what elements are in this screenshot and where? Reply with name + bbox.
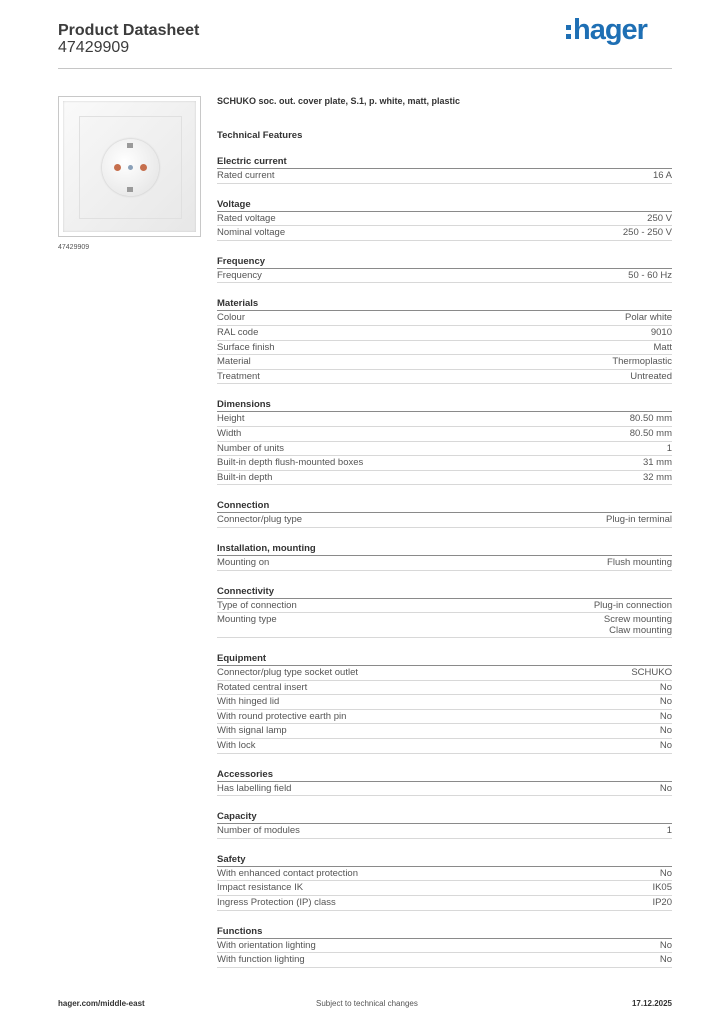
feature-label: With lock <box>217 740 256 752</box>
feature-label: Width <box>217 427 242 439</box>
feature-value-line: IK05 <box>652 882 672 894</box>
section-title: Safety <box>217 854 672 867</box>
feature-value-line: Claw mounting <box>609 624 672 636</box>
feature-label: RAL code <box>217 326 259 338</box>
feature-value <box>604 615 672 636</box>
feature-value-line: Polar white <box>625 312 672 324</box>
feature-value-line: Plug-in terminal <box>606 514 672 526</box>
feature-row <box>217 355 672 370</box>
feature-value-line: 1 <box>666 825 672 837</box>
socket-outlet-icon <box>102 139 159 196</box>
socket-hole-right <box>140 164 147 171</box>
section <box>217 653 672 754</box>
cover-plate-shape <box>63 101 196 232</box>
feature-label: Built-in depth <box>217 471 273 483</box>
feature-value <box>628 269 672 283</box>
feature-value-line: 16 A <box>652 170 672 181</box>
feature-value-line: Screw mounting <box>603 614 672 626</box>
feature-value <box>630 370 672 384</box>
feature-row <box>217 724 672 739</box>
section <box>217 543 672 571</box>
socket-hole-left <box>114 164 121 171</box>
feature-label: Colour <box>217 312 245 324</box>
feature-row <box>217 326 672 341</box>
feature-value-line: Matt <box>653 341 672 353</box>
section <box>217 586 672 639</box>
product-code: 47429909 <box>58 39 130 56</box>
feature-value <box>643 456 672 470</box>
feature-label: Has labelling field <box>217 782 292 794</box>
feature-value <box>653 169 672 183</box>
feature-row <box>217 212 672 227</box>
feature-value <box>660 695 672 709</box>
feature-value <box>643 471 672 485</box>
feature-value-line: No <box>659 740 672 752</box>
logo-text: hager <box>573 14 647 46</box>
feature-value <box>651 326 672 340</box>
feature-value-line: 250 - 250 V <box>622 227 672 239</box>
section-title: Connectivity <box>217 586 672 599</box>
feature-label: Frequency <box>217 269 262 281</box>
feature-value-line: SCHUKO <box>631 667 672 679</box>
section-title: Frequency <box>217 256 672 269</box>
feature-row <box>217 666 672 681</box>
feature-value-line: 80.50 mm <box>629 427 672 439</box>
feature-row <box>217 739 672 754</box>
feature-row <box>217 896 672 911</box>
feature-value <box>652 896 672 910</box>
feature-value <box>660 681 672 695</box>
feature-value <box>612 355 672 369</box>
feature-row <box>217 341 672 356</box>
feature-row <box>217 513 672 528</box>
feature-value-line: 1 <box>666 442 672 454</box>
feature-row <box>217 824 672 839</box>
feature-row <box>217 442 672 457</box>
feature-value <box>630 412 672 426</box>
feature-row <box>217 881 672 896</box>
feature-value-line: No <box>659 939 672 951</box>
feature-label: With enhanced contact protection <box>217 867 359 879</box>
feature-value <box>623 226 672 240</box>
feature-value-line: Flush mounting <box>607 556 672 568</box>
feature-label: Rated current <box>217 170 275 181</box>
feature-row <box>217 782 672 797</box>
feature-value-line: 80.50 mm <box>629 413 672 425</box>
feature-value-line: No <box>659 681 672 693</box>
feature-value-line: 32 mm <box>642 471 672 483</box>
feature-sections <box>217 156 672 968</box>
feature-label: Connector/plug type socket outlet <box>217 667 359 679</box>
feature-label: Surface finish <box>217 341 275 353</box>
feature-value <box>667 824 672 838</box>
section <box>217 156 672 184</box>
section <box>217 769 672 797</box>
feature-label: Material <box>217 356 251 368</box>
feature-value-line: No <box>659 725 672 737</box>
feature-value <box>652 881 672 895</box>
earth-clip-top <box>127 143 133 148</box>
datasheet-title: Product Datasheet <box>58 22 200 39</box>
feature-label: Rotated central insert <box>217 681 308 693</box>
feature-row <box>217 939 672 954</box>
section <box>217 926 672 968</box>
feature-label: Mounting type <box>217 614 277 626</box>
section-title: Connection <box>217 500 672 513</box>
section <box>217 854 672 911</box>
feature-value <box>660 867 672 881</box>
feature-row <box>217 471 672 486</box>
feature-label: With hinged lid <box>217 696 280 708</box>
section <box>217 399 672 485</box>
feature-value-line: Untreated <box>630 370 672 382</box>
feature-label: With function lighting <box>217 954 305 966</box>
feature-label: Nominal voltage <box>217 227 286 239</box>
feature-row <box>217 556 672 571</box>
feature-row <box>217 867 672 882</box>
hager-logo[interactable] <box>566 14 647 47</box>
section <box>217 298 672 384</box>
feature-value <box>660 739 672 753</box>
feature-value <box>660 939 672 953</box>
section <box>217 811 672 839</box>
section-title: Installation, mounting <box>217 543 672 556</box>
feature-row <box>217 599 672 614</box>
feature-value <box>607 556 672 570</box>
feature-value <box>625 311 672 325</box>
feature-label: Number of modules <box>217 825 300 837</box>
logo-dots-icon <box>566 21 571 41</box>
feature-value <box>660 953 672 967</box>
feature-label: With orientation lighting <box>217 939 316 951</box>
feature-value-line: No <box>659 954 672 966</box>
technical-content <box>217 96 672 968</box>
feature-value-line: Thermoplastic <box>612 356 672 368</box>
section-title: Equipment <box>217 653 672 666</box>
feature-value-line: No <box>659 696 672 708</box>
feature-label: With signal lamp <box>217 725 287 737</box>
feature-label: Number of units <box>217 442 285 454</box>
feature-row <box>217 953 672 968</box>
feature-label: Rated voltage <box>217 212 276 224</box>
section-title: Capacity <box>217 811 672 824</box>
feature-label: Connector/plug type <box>217 514 303 526</box>
feature-value <box>606 513 672 527</box>
feature-value <box>660 724 672 738</box>
feature-value-line: No <box>659 782 672 794</box>
feature-row <box>217 412 672 427</box>
section <box>217 500 672 528</box>
feature-row <box>217 710 672 725</box>
footer-website-link[interactable]: hager.com/middle-east <box>58 999 145 1008</box>
feature-row <box>217 613 672 638</box>
section-title: Dimensions <box>217 399 672 412</box>
feature-row <box>217 456 672 471</box>
feature-label: With round protective earth pin <box>217 710 347 722</box>
feature-value-line: 31 mm <box>642 457 672 469</box>
image-caption: 47429909 <box>58 244 90 251</box>
feature-value-line: IP20 <box>652 897 672 909</box>
feature-value-line: 250 V <box>647 212 672 224</box>
feature-row <box>217 226 672 241</box>
technical-features-heading: Technical Features <box>217 130 303 141</box>
earth-clip-bottom <box>127 187 133 192</box>
footer-notice: Subject to technical changes <box>316 999 418 1008</box>
footer-date: 17.12.2025 <box>631 999 672 1008</box>
section-title: Voltage <box>217 199 672 212</box>
feature-label: Built-in depth flush-mounted boxes <box>217 457 364 469</box>
center-screw <box>128 165 133 170</box>
section-title: Electric current <box>217 156 672 169</box>
feature-value <box>654 341 672 355</box>
feature-value <box>660 782 672 796</box>
feature-label: Ingress Protection (IP) class <box>217 897 336 909</box>
plate-inner-frame <box>79 116 182 219</box>
feature-row <box>217 370 672 385</box>
feature-value <box>667 442 672 456</box>
feature-value-line: 50 - 60 Hz <box>628 269 672 281</box>
section <box>217 256 672 284</box>
feature-row <box>217 681 672 696</box>
feature-row <box>217 695 672 710</box>
feature-label: Mounting on <box>217 556 270 568</box>
feature-row <box>217 269 672 284</box>
feature-label: Type of connection <box>217 599 297 611</box>
feature-row <box>217 311 672 326</box>
section-title: Functions <box>217 926 672 939</box>
feature-label: Treatment <box>217 370 260 382</box>
feature-value <box>647 212 672 226</box>
section-title: Materials <box>217 298 672 311</box>
feature-label: Height <box>217 413 245 425</box>
section <box>217 199 672 241</box>
product-title: SCHUKO soc. out. cover plate, S.1, p. white, matt, plastic <box>217 96 461 106</box>
feature-value-line: Plug-in connection <box>593 599 672 611</box>
feature-value <box>594 599 672 613</box>
feature-row <box>217 169 672 184</box>
feature-value-line: No <box>659 867 672 879</box>
header-divider <box>58 68 672 69</box>
feature-value-line: 9010 <box>650 326 672 338</box>
feature-value <box>631 666 672 680</box>
feature-label: Impact resistance IK <box>217 882 304 894</box>
feature-value-line: No <box>659 710 672 722</box>
section-title: Accessories <box>217 769 672 782</box>
feature-row <box>217 427 672 442</box>
product-image <box>58 96 201 237</box>
feature-value <box>630 427 672 441</box>
feature-value <box>660 710 672 724</box>
